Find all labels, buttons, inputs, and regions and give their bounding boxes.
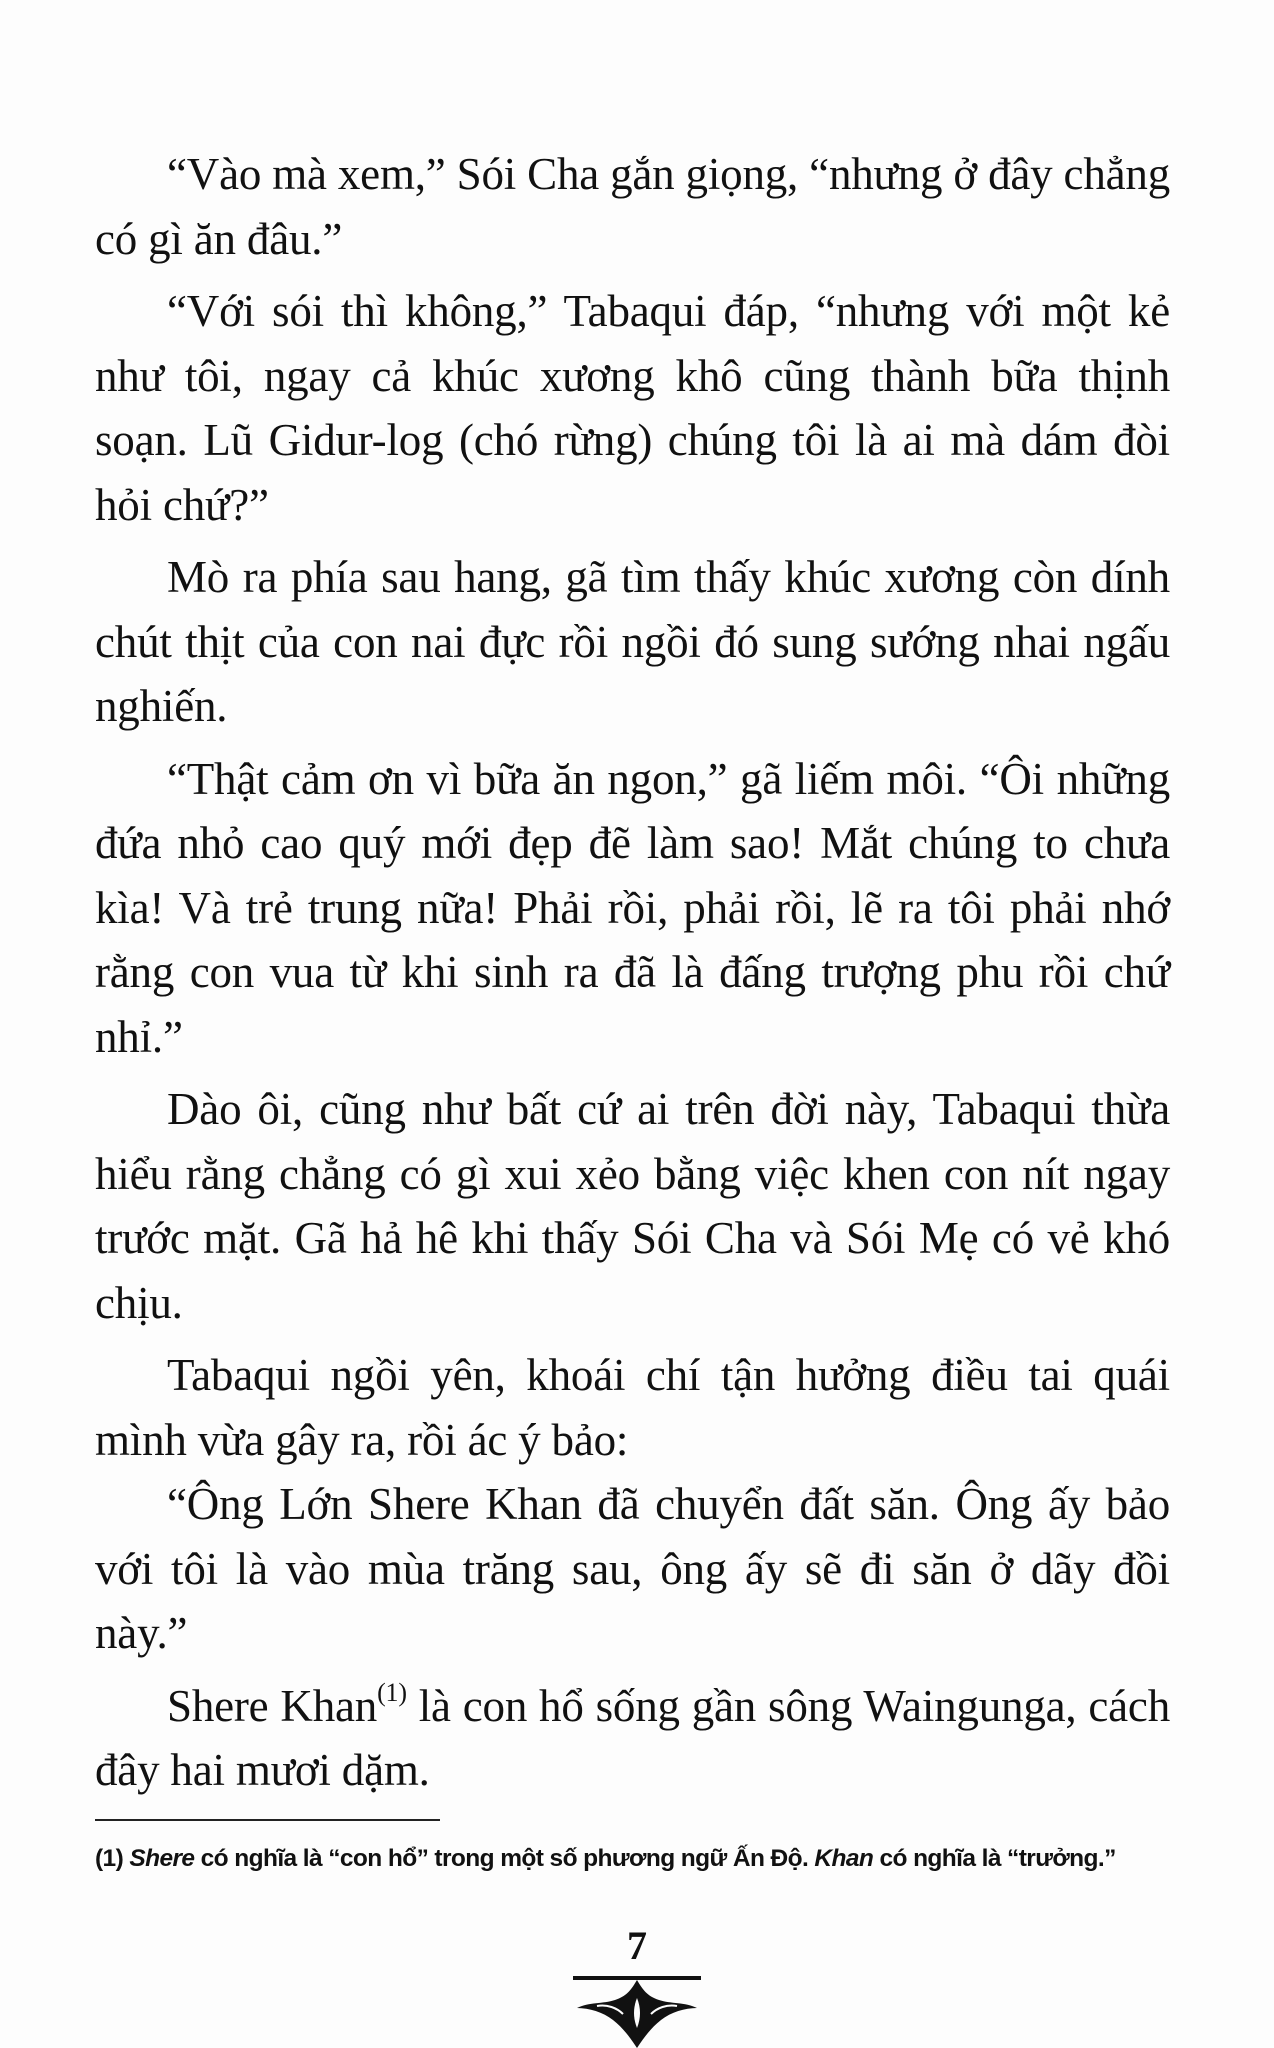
page-number: 7: [627, 1923, 647, 1968]
fleuron-ornament-icon: [567, 1968, 707, 2048]
paragraph-4: “Thật cảm ơn vì bữa ăn ngon,” gã liếm môi. “Ôi những đứa nhỏ cao quý mới đẹp đẽ làm sao! Mắt chúng to chưa kìa! Và trẻ trung nữa! Phải rồi, phải rồi, lẽ ra tôi phải nhớ rằng con vua từ khi sinh ra đã là đấng trượng phu rồi chứ nhỉ.”: [95, 753, 1170, 1062]
paragraph-6: Tabaqui ngồi yên, khoái chí tận hưởng điều tai quái mình vừa gây ra, rồi ác ý bảo:: [95, 1350, 1170, 1465]
footnote-term-shere: Shere: [129, 1845, 195, 1872]
footnote-marker: (1): [95, 1845, 130, 1872]
footnote-term-khan: Khan: [814, 1845, 874, 1872]
footnote-divider: [95, 1819, 440, 1821]
footnote: [95, 1845, 1175, 1873]
body-text: [95, 142, 1170, 1803]
paragraph-8-rest: là con hổ sống gần sông Waingunga, cách đây hai mươi dặm.: [95, 1680, 1171, 1795]
paragraph-7: “Ông Lớn Shere Khan đã chuyển đất săn. Ông ấy bảo với tôi là vào mùa trăng sau, ông ấy sẽ đi săn ở dãy đồi này.”: [95, 1479, 1170, 1658]
paragraph-5: Dào ôi, cũng như bất cứ ai trên đời này, Tabaqui thừa hiểu rằng chẳng có gì xui xẻo bằng việc khen con nít ngay trước mặt. Gã hả hê khi thấy Sói Cha và Sói Mẹ có vẻ khó chịu.: [95, 1084, 1170, 1328]
footnote-text-2: có nghĩa là “trưởng.”: [873, 1845, 1116, 1872]
shere-khan-text: Shere Khan: [167, 1680, 378, 1731]
footnote-text-1: có nghĩa là “con hổ” trong một số phương ngữ Ấn Độ.: [194, 1845, 815, 1872]
paragraph-1: “Vào mà xem,” Sói Cha gắn giọng, “nhưng ở đây chẳng có gì ăn đâu.”: [95, 149, 1170, 264]
paragraph-3: Mò ra phía sau hang, gã tìm thấy khúc xương còn dính chút thịt của con nai đực rồi ngồi đó sung sướng nhai ngấu nghiến.: [95, 552, 1170, 731]
footnote-reference[interactable]: (1): [377, 1677, 407, 1707]
paragraph-8: [95, 1674, 1170, 1803]
paragraph-2: “Với sói thì không,” Tabaqui đáp, “nhưng với một kẻ như tôi, ngay cả khúc xương khô cũng thành bữa thịnh soạn. Lũ Gidur-log (chó rừng) chúng tôi là ai mà dám đòi hỏi chứ?”: [95, 286, 1170, 530]
